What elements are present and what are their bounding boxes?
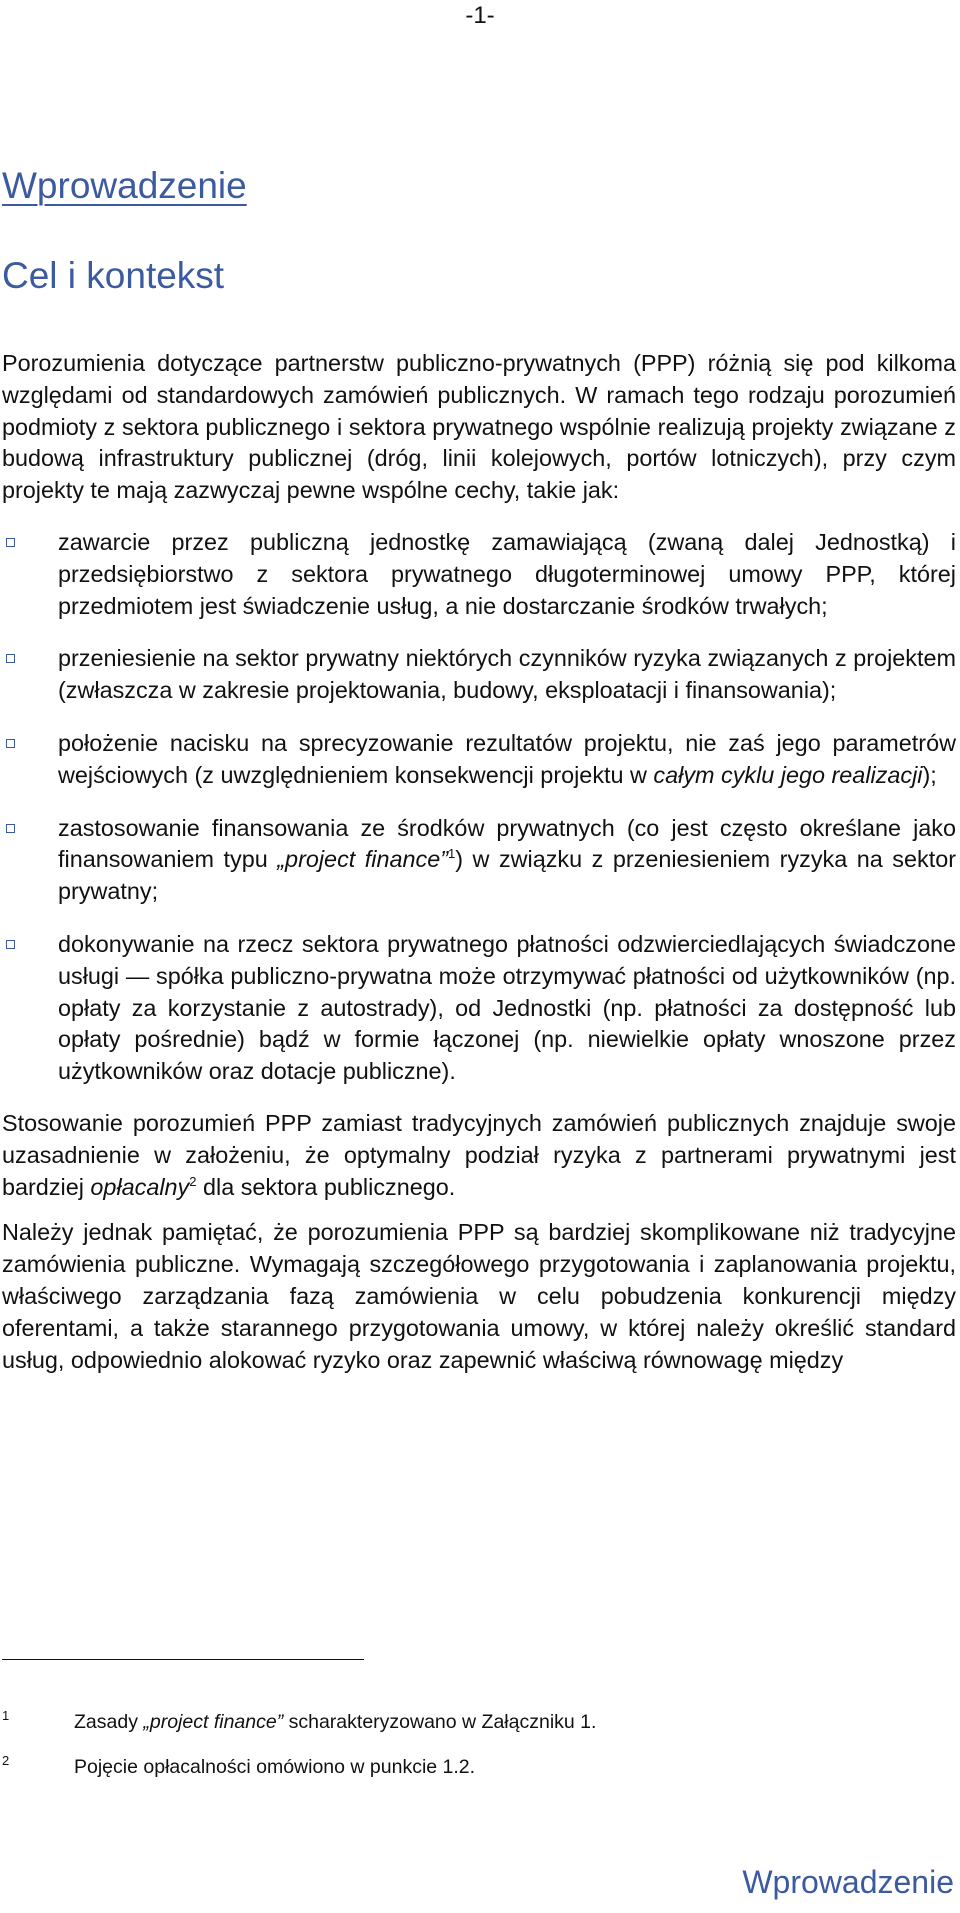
list-item (2, 813, 956, 908)
footnote-ref[interactable]: 2 (189, 1173, 197, 1189)
paragraph-complexity: Należy jednak pamiętać, że porozumienia PPP są bardziej skomplikowane niż tradycyjne zamówienia publiczne. Wymagają szczegółowego przygotowania i zaplanowania projektu, właściwego zarządzania fazą zamówienia w celu pobudzenia konkurencji między oferentami, a także starannego przygotowania umowy, w której należy określić standard usług, odpowiednio alokować ryzyko oraz zapewnić właściwą równowagę między (2, 1219, 956, 1373)
subsection-heading: Cel i kontekst (2, 255, 225, 296)
list-item-text: zastosowanie finansowania ze środków prywatnych (co jest często określane jako finansowaniem typu (58, 814, 956, 873)
footnote-ref[interactable]: 1 (448, 846, 456, 862)
paragraph-text-end: dla sektora publicznego. (196, 1173, 456, 1200)
list-item-emphasis: „project finance” (277, 846, 448, 873)
list-item-text: dokonywanie na rzecz sektora prywatnego płatności odzwierciedlających świadczone usługi — spółka publiczno-prywatna może otrzymywać płatności od użytkowników (np. opłaty za korzystanie z autostrady), od Jednostki (np. płatności za dostępność lub opłaty pośrednie) bądź w formie łączonej (np. niewielkie opłaty wnoszone przez użytkowników oraz dotacje publiczne). (58, 930, 956, 1085)
list-item-text: położenie nacisku na sprecyzowanie rezultatów projektu, nie zaś jego parametrów wejściowych (z uwzględnieniem konsekwencji projektu w (58, 729, 956, 788)
list-item (2, 643, 956, 707)
paragraph-rationale (2, 1108, 956, 1203)
square-bullet-icon (6, 538, 15, 547)
feature-list (2, 527, 956, 1088)
footnote-text-start: Zasady (74, 1711, 144, 1733)
footnote-text: Pojęcie opłacalności omówiono w punkcie 1.2. (74, 1756, 476, 1778)
list-item (2, 929, 956, 1088)
list-item (2, 728, 956, 792)
section-heading: Wprowadzenie (2, 165, 247, 206)
paragraph-emphasis: opłacalny (90, 1173, 190, 1200)
list-item (2, 527, 956, 622)
footnote-number: 2 (2, 1753, 10, 1768)
list-item-text: zawarcie przez publiczną jednostkę zamawiającą (zwaną dalej Jednostką) i przedsiębiorstwo z sektora prywatnego długoterminowej umowy PPP, której przedmiotem jest świadczenie usług, a nie dostarczanie środków trwałych; (58, 528, 956, 619)
list-item-text-end: ); (922, 761, 937, 788)
footnote-emphasis: „project finance” (143, 1711, 284, 1733)
list-item-text-end: ) w związku z przeniesieniem ryzyka na sektor prywatny; (58, 846, 957, 905)
intro-paragraph: Porozumienia dotyczące partnerstw publiczno-prywatnych (PPP) różnią się pod kilkoma względami od standardowych zamówień publicznych. W ramach tego rodzaju porozumień podmioty z sektora publicznego i sektora prywatnego wspólnie realizują projekty związane z budową infrastruktury publicznej (dróg, linii kolejowych, portów lotniczych), przy czym projekty te mają zazwyczaj pewne wspólne cechy, takie jak: (2, 350, 956, 504)
square-bullet-icon (6, 940, 15, 949)
list-item-text: przeniesienie na sektor prywatny niektórych czynników ryzyka związanych z projektem (zwłaszcza w zakresie projektowania, budowy, eksploatacji i finansowania); (58, 645, 956, 704)
footnote-number: 1 (2, 1708, 10, 1723)
square-bullet-icon (6, 824, 15, 833)
paragraph-text: Stosowanie porozumień PPP zamiast tradycyjnych zamówień publicznych znajduje swoje uzasadnienie w założeniu, że optymalny podział ryzyka z partnerami prywatnymi jest bardziej (2, 1109, 956, 1200)
square-bullet-icon (6, 654, 15, 663)
footnote-separator (2, 1659, 364, 1660)
square-bullet-icon (6, 739, 15, 748)
page-number: -1- (465, 2, 495, 29)
list-item-emphasis: całym cyklu jego realizacji (653, 761, 923, 788)
footnote-text-end: scharakteryzowano w Załączniku 1. (283, 1711, 597, 1733)
running-footer: Wprowadzenie (742, 1864, 954, 1900)
body-text (2, 348, 956, 1376)
footnote-text (74, 1709, 596, 1735)
